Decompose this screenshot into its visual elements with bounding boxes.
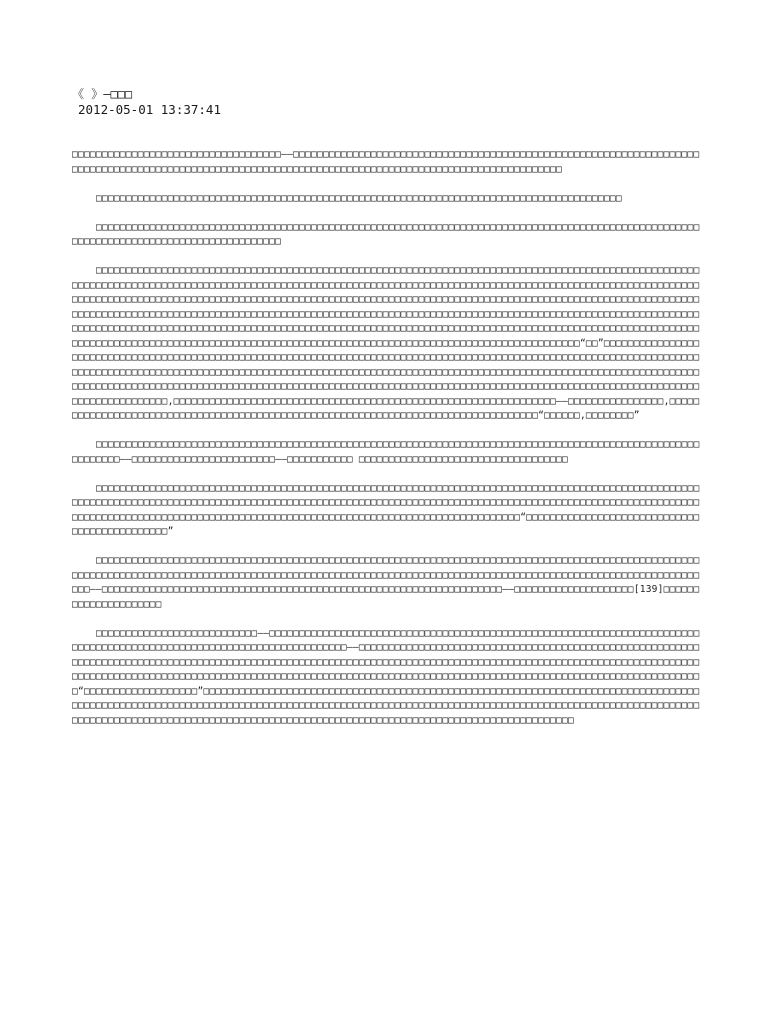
paragraph: □□□□□□□□□□□□□□□□□□□□□□□□□□□□□□□□□□□□□□□□□□□□□□□□□□□□□□□□□□□□□□□□□□□□□□□□□□□□□□□□□□□□□□□□□□□□□□□□□□□□□□□□□□□□□□□□□□□□□□□□□□□□□□□□□□□□□□□□: [72, 221, 700, 247]
document-timestamp: 2012-05-01 13:37:41: [78, 102, 221, 117]
document-page: [72, 86, 704, 743]
document-title: 《 》—□□□: [72, 87, 133, 101]
paragraph: □□□□□□□□□□□□□□□□□□□□□□□□□□□□□□□□□□□□□□□□□□□□□□□□□□□□□□□□□□□□□□□□□□□□□□□□□□□□□□□□□□□□□□□□: [96, 192, 622, 204]
paragraph: □□□□□□□□□□□□□□□□□□□□□□□□□□□□□□□□□□□——□□□□□□□□□□□□□□□□□□□□□□□□□□□□□□□□□□□□□□□□□□□□□□□□□□□□□□□□□□□□□□□□□□□□□□□□□□□□□□□□□□□□□□□□□□□□□□□□□□□□□□□□□□□□□□□□□□□□□□□□□□□□□□□□□□□□□□□□□□□□□□□□□□□□□□: [72, 149, 700, 175]
document-body: [72, 148, 704, 728]
paragraph: □□□□□□□□□□□□□□□□□□□□□□□□□□□□□□□□□□□□□□□□□□□□□□□□□□□□□□□□□□□□□□□□□□□□□□□□□□□□□□□□□□□□□□□□□□□□□□□□□□□□□□□□□□□□□□□□□□□□□□□□□□□□□□□□□□□□□□□□□□□□□□□□□□□□□□□□□□□□□□□□□□□□□□□□□□□□□□□□□□□□□□□□□□□□□□□□□□□□□□□□□□□□□□□□□——□□□□□□□□□□□□□□□□□□□□□□□□□□□□□□□□□□□□□□□□□□□□□□□□□□□□□□□□□□□□□□□□□□□——□□□□□□□□□□□□□□□□□□□□[139]□□□□□□□□□□□□□□□□□□□□□: [72, 555, 700, 610]
paragraph: □□□□□□□□□□□□□□□□□□□□□□□□□□□□□□□□□□□□□□□□□□□□□□□□□□□□□□□□□□□□□□□□□□□□□□□□□□□□□□□□□□□□□□□□□□□□□□□□□□□□□□□□□□□□□——□□□□□□□□□□□□□□□□□□□□□□□□——□□□□□□□□□□□ □□□□□□□□□□□□□□□□□□□□□□□□□□□□□□□□□□□: [72, 439, 700, 465]
paragraph: □□□□□□□□□□□□□□□□□□□□□□□□□□□——□□□□□□□□□□□□□□□□□□□□□□□□□□□□□□□□□□□□□□□□□□□□□□□□□□□□□□□□□□□□□□□□□□□□□□□□□□□□□□□□□□□□□□□□□□□□□□□□□□□□□□□□□□□□□□□□□□□□□□——□□□□□□□□□□□□□□□□□□□□□□□□□□□□□□□□□□□□□□□□□□□□□□□□□□□□□□□□□□□□□□□□□□□□□□□□□□□□□□□□□□□□□□□□□□□□□□□□□□□□□□□□□□□□□□□□□□□□□□□□□□□□□□□□□□□□□□□□□□□□□□□□□□□□□□□□□□□□□□□□□□□□□□□□□□□□□□□□□□□□□□□□□□□□□□□□□□□□□□□□□□□□□□□□□□□□□□□□□□□□□□□□□□□□□□□□□□□□□□□□□□□□□□□□□□□□□□□□□□□□□□□□□□□□“□□□□□□□□□□□□□□□□□□□”□□□□□□□□□□□□□□□□□□□□□□□□□□□□□□□□□□□□□□□□□□□□□□□□□□□□□□□□□□□□□□□□□□□□□□□□□□□□□□□□□□□□□□□□□□□□□□□□□□□□□□□□□□□□□□□□□□□□□□□□□□□□□□□□□□□□□□□□□□□□□□□□□□□□□□□□□□□□□□□□□□□□□□□□□□□□□□□□□□□□□□□□□□□□□□□□□□□□□□□□□□□□□□□□□□□□□□□□□□□□□□□□□□□□□□□□□□□□□□□□□□□□□□□□□□□□□□□□□□□□□□□□□□□□□□□□: [72, 627, 700, 726]
paragraph: □□□□□□□□□□□□□□□□□□□□□□□□□□□□□□□□□□□□□□□□□□□□□□□□□□□□□□□□□□□□□□□□□□□□□□□□□□□□□□□□□□□□□□□□□□□□□□□□□□□□□□□□□□□□□□□□□□□□□□□□□□□□□□□□□□□□□□□□□□□□□□□□□□□□□□□□□□□□□□□□□□□□□□□□□□□□□□□□□□□□□□□□□□□□□□□□□□□□□□□□□□□□□□□□□□□□□□□□□□□□□□□□□□□□□□□□□□□□□□□□□□□□□□□□□□□□□□□□□□□□□□□□□□□□□□□□□□□□□□□□□□□□□□□□□□□□□□□□□□□□□□□□□□□□□□□□□□□□□□□□□□□□□□□□□□□□□□□□□□□□□□□□□□□□□□□□□□□□□□□□□□□□□□□□□□□□□□□□□□□□□□□□□□□□□□□□□□□□□□□□□□□□□□□□□□□□□□□□□□□□□□□□□□□□□□□□□□□□□□□□□□□□□□□□□□□□□□□□□□□□□□□□□□□□□□□□□□□□□□□□□□□□□□□□□□□□□□□□□□□□□□□□□□□□□□□□□□□□□□□□□□□□□□□□□□□□□□□□□□□□□□□□□□□□□□□□□□□□□□□□□□□□□□□□□□□□□□□□□□□□□□□□□□□□□□□□□□□□□□□□□□□□□□“□□”□□□□□□□□□□□□□□□□□□□□□□□□□□□□□□□□□□□□□□□□□□□□□□□□□□□□□□□□□□□□□□□□□□□□□□□□□□□□□□□□□□□□□□□□□□□□□□□□□□□□□□□□□□□□□□□□□□□□□□□□□□□□□□□□□□□□□□□□□□□□□□□□□□□□□□□□□□□□□□□□□□□□□□□□□□□□□□□□□□□□□□□□□□□□□□□□□□□□□□□□□□□□□□□□□□□□□□□□□□□□□□□□□□□□□□□□□□□□□□□□□□□□□□□□□□□□□□□□□□□□□□□□□□□□□□□□□□□□□□□□□□□□□□□□□□□□□□□□□□□□□□□□□□□□□□□□□□□□□□□□□□□□□□□□□□□□□□□□□□□□□□□□□□□,□□□□□□□□□□□□□□□□□□□□□□□□□□□□□□□□□□□□□□□□□□□□□□□□□□□□□□□□□□□□□□□□——□□□□□□□□□□□□□□□□,□□□□□□□□□□□□□□□□□□□□□□□□□□□□□□□□□□□□□□□□□□□□□□□□□□□□□□□□□□□□□□□□□□□□□□□□□□□□□□□□□□□“□□□□□□,□□□□□□□□”: [72, 265, 700, 421]
paragraph: □□□□□□□□□□□□□□□□□□□□□□□□□□□□□□□□□□□□□□□□□□□□□□□□□□□□□□□□□□□□□□□□□□□□□□□□□□□□□□□□□□□□□□□□□□□□□□□□□□□□□□□□□□□□□□□□□□□□□□□□□□□□□□□□□□□□□□□□□□□□□□□□□□□□□□□□□□□□□□□□□□□□□□□□□□□□□□□□□□□□□□□□□□□□□□□□□□□□□□□□□□□□□□□□□□□□□□□□□□□□□□□□□□□□□□□□□□□□□□□□□□□□□□□□□□□□□□□□□□□□□□□□□□□□□□□□□□□□□□□□□“□□□□□□□□□□□□□□□□□□□□□□□□□□□□□□□□□□□□□□□□□□□□□”: [72, 482, 700, 537]
